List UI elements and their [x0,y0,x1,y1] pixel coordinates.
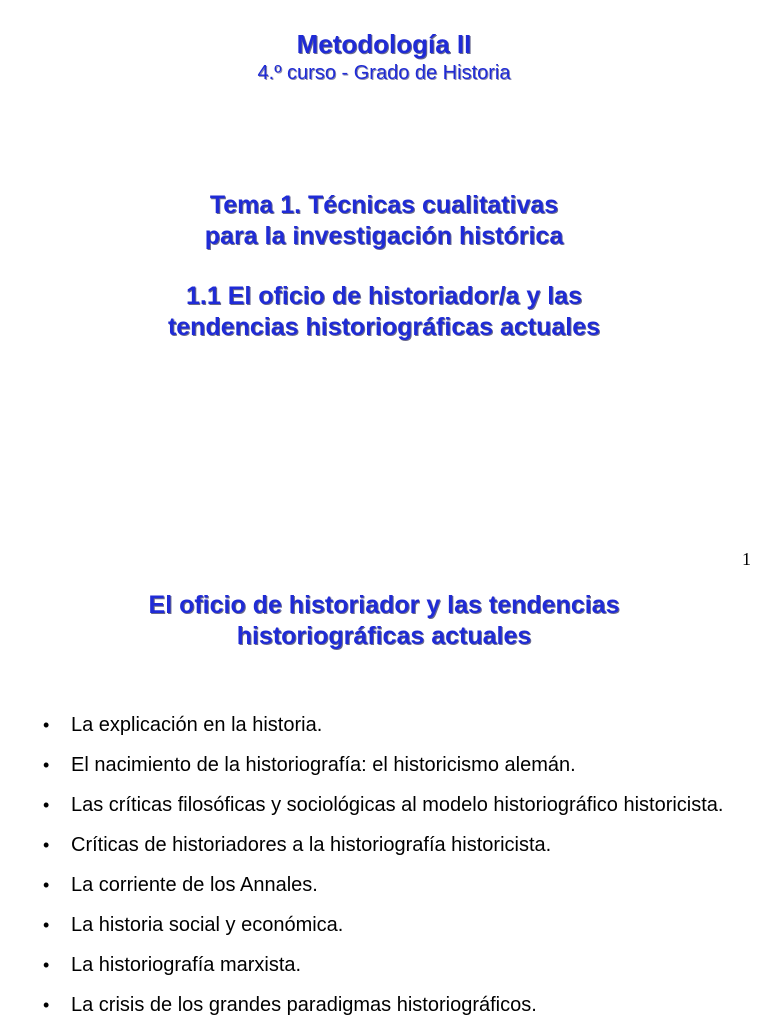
bullet-icon: • [43,835,50,855]
bullet-icon: • [43,875,50,895]
bullet-icon: • [43,795,50,815]
list-item [0,993,768,1017]
bullet-list [0,713,768,1033]
subtopic-title [0,281,768,343]
list-item-text: La explicación en la historia. [71,714,323,736]
course-subtitle: 4.º curso - Grado de Historia [257,62,511,84]
list-item [0,913,768,937]
list-item-text: El nacimiento de la historiografía: el historicismo alemán. [71,754,576,776]
list-item-text: Críticas de historiadores a la historiografía historicista. [71,834,552,856]
list-item [0,833,768,857]
subtopic-title-line-2: tendencias historiográficas actuales [167,313,601,341]
bullet-icon: • [43,915,50,935]
list-item-text: La corriente de los Annales. [71,874,318,896]
bullet-icon: • [43,955,50,975]
bullet-icon: • [43,755,50,775]
topic-title-line-2: para la investigación histórica [204,222,564,250]
slide-2-title-line-1: El oficio de historiador y las tendencias [148,591,620,619]
bullet-icon: • [43,995,50,1015]
page-number: 1 [742,549,751,569]
list-item-text: La historiografía marxista. [71,954,302,976]
list-item [0,753,768,777]
slide-2 [0,575,768,1024]
list-item [0,793,768,817]
list-item [0,873,768,897]
subtopic-title-line-1: 1.1 El oficio de historiador/a y las [186,282,582,310]
list-item-text: La crisis de los grandes paradigmas historiográficos. [71,994,537,1016]
bullet-icon: • [43,715,50,735]
course-title: Metodología II [296,29,472,59]
list-item-text: La historia social y económica. [71,914,344,936]
slide-2-title-line-2: historiográficas actuales [236,622,532,650]
topic-title-line-1: Tema 1. Técnicas cualitativas [209,191,559,219]
slide-2-title [0,590,768,652]
list-item-text: Las críticas filosóficas y sociológicas al modelo historiográfico historicista. [71,794,724,816]
topic-title [0,190,768,252]
list-item [0,953,768,977]
list-item [0,713,768,737]
